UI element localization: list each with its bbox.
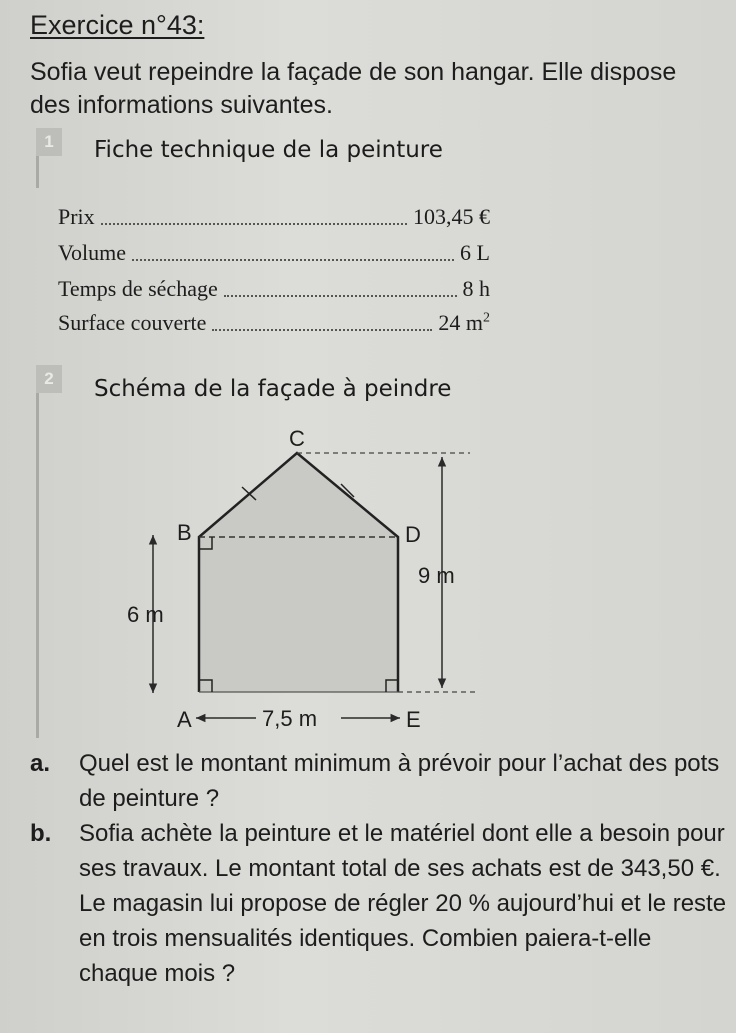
label-height-9m: 9 m <box>418 563 455 588</box>
fiche-value: 6 L <box>460 240 490 265</box>
surface-exponent: 2 <box>483 310 490 326</box>
fiche-label: Volume <box>58 240 127 265</box>
facade-fill <box>199 453 398 692</box>
section-2-badge: 2 <box>36 365 62 393</box>
fiche-value: 8 h <box>462 276 490 301</box>
section-1-badge: 1 <box>36 128 62 156</box>
surface-value: 24 m <box>438 310 483 335</box>
label-width: 7,5 m <box>262 706 318 731</box>
question-b-text: Sofia achète la peinture et le matériel dont elle a besoin pour ses travaux. Le montant total de ses achats est de 343,50 €. Le magasin lui propose de régler 20 % aujourd’hui et le reste en trois mensualités identiques. Combien paiera-t-elle chaque mois ? <box>79 820 727 987</box>
question-a-text: Quel est le montant minimum à prévoir pour l’achat des pots de peinture ? <box>79 750 720 812</box>
label-a: A <box>177 707 192 732</box>
section-1-title: Fiche technique de la peinture <box>94 137 443 163</box>
label-b: B <box>177 520 192 545</box>
question-b-letter: b. <box>30 820 52 847</box>
question-a-letter: a. <box>30 750 51 777</box>
label-d: D <box>405 522 421 547</box>
section-2-title: Schéma de la façade à peindre <box>94 376 452 402</box>
exercise-title: Exercice n°43: <box>30 10 205 40</box>
fiche-label: Temps de séchage <box>58 276 218 301</box>
exercise-intro: Sofia veut repeindre la façade de son hangar. Elle dispose des informations suivantes. <box>30 58 677 119</box>
fiche-label: Prix <box>58 204 95 229</box>
label-c: C <box>289 426 305 451</box>
label-e: E <box>406 707 421 732</box>
fiche-label: Surface couverte <box>58 310 207 335</box>
label-height-6m: 6 m <box>127 602 164 627</box>
fiche-value: 103,45 € <box>413 204 490 229</box>
